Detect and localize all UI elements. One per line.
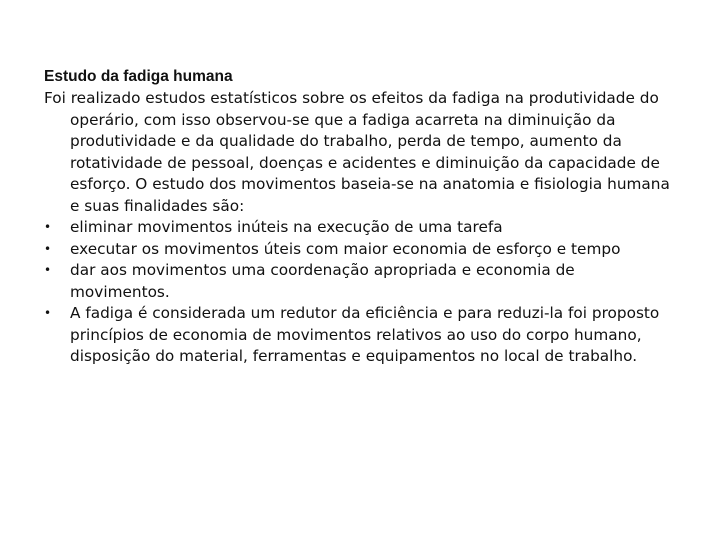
bullet-icon: • [44, 263, 52, 277]
bullet-text: dar aos movimentos uma coordenação apropriada e economia de movimentos. [70, 261, 575, 301]
document-content [44, 66, 674, 368]
bullet-text: eliminar movimentos inúteis na execução de uma tarefa [70, 218, 503, 236]
intro-paragraph: Foi realizado estudos estatísticos sobre os efeitos da fadiga na produtividade do operário, com isso observou-se que a fadiga acarreta na diminuição da produtividade e da qualidade do trabalho, perda de tempo, aumento da rotatividade de pessoal, doenças e acidentes e diminuição da capacidade de esforço. O estudo dos movimentos baseia-se na anatomia e fisiologia humana e suas finalidades são: [44, 89, 670, 215]
bullet-text: executar os movimentos úteis com maior economia de esforço e tempo [70, 239, 621, 258]
bullet-icon: • [44, 306, 52, 320]
bullet-item [44, 239, 674, 261]
bullet-list [44, 217, 674, 368]
bullet-item [44, 303, 674, 368]
bullet-icon: • [44, 220, 52, 234]
bullet-item [44, 217, 674, 239]
bullet-icon: • [44, 241, 52, 256]
bullet-text: A fadiga é considerada um redutor da eficiência e para reduzi-la foi proposto princípios de economia de movimentos relativos ao uso do corpo humano, disposição do material, ferramentas e equipamentos no local de trabalho. [70, 304, 660, 365]
document-title: Estudo da fadiga humana [44, 68, 233, 85]
bullet-item [44, 260, 674, 303]
document-body [44, 88, 674, 368]
